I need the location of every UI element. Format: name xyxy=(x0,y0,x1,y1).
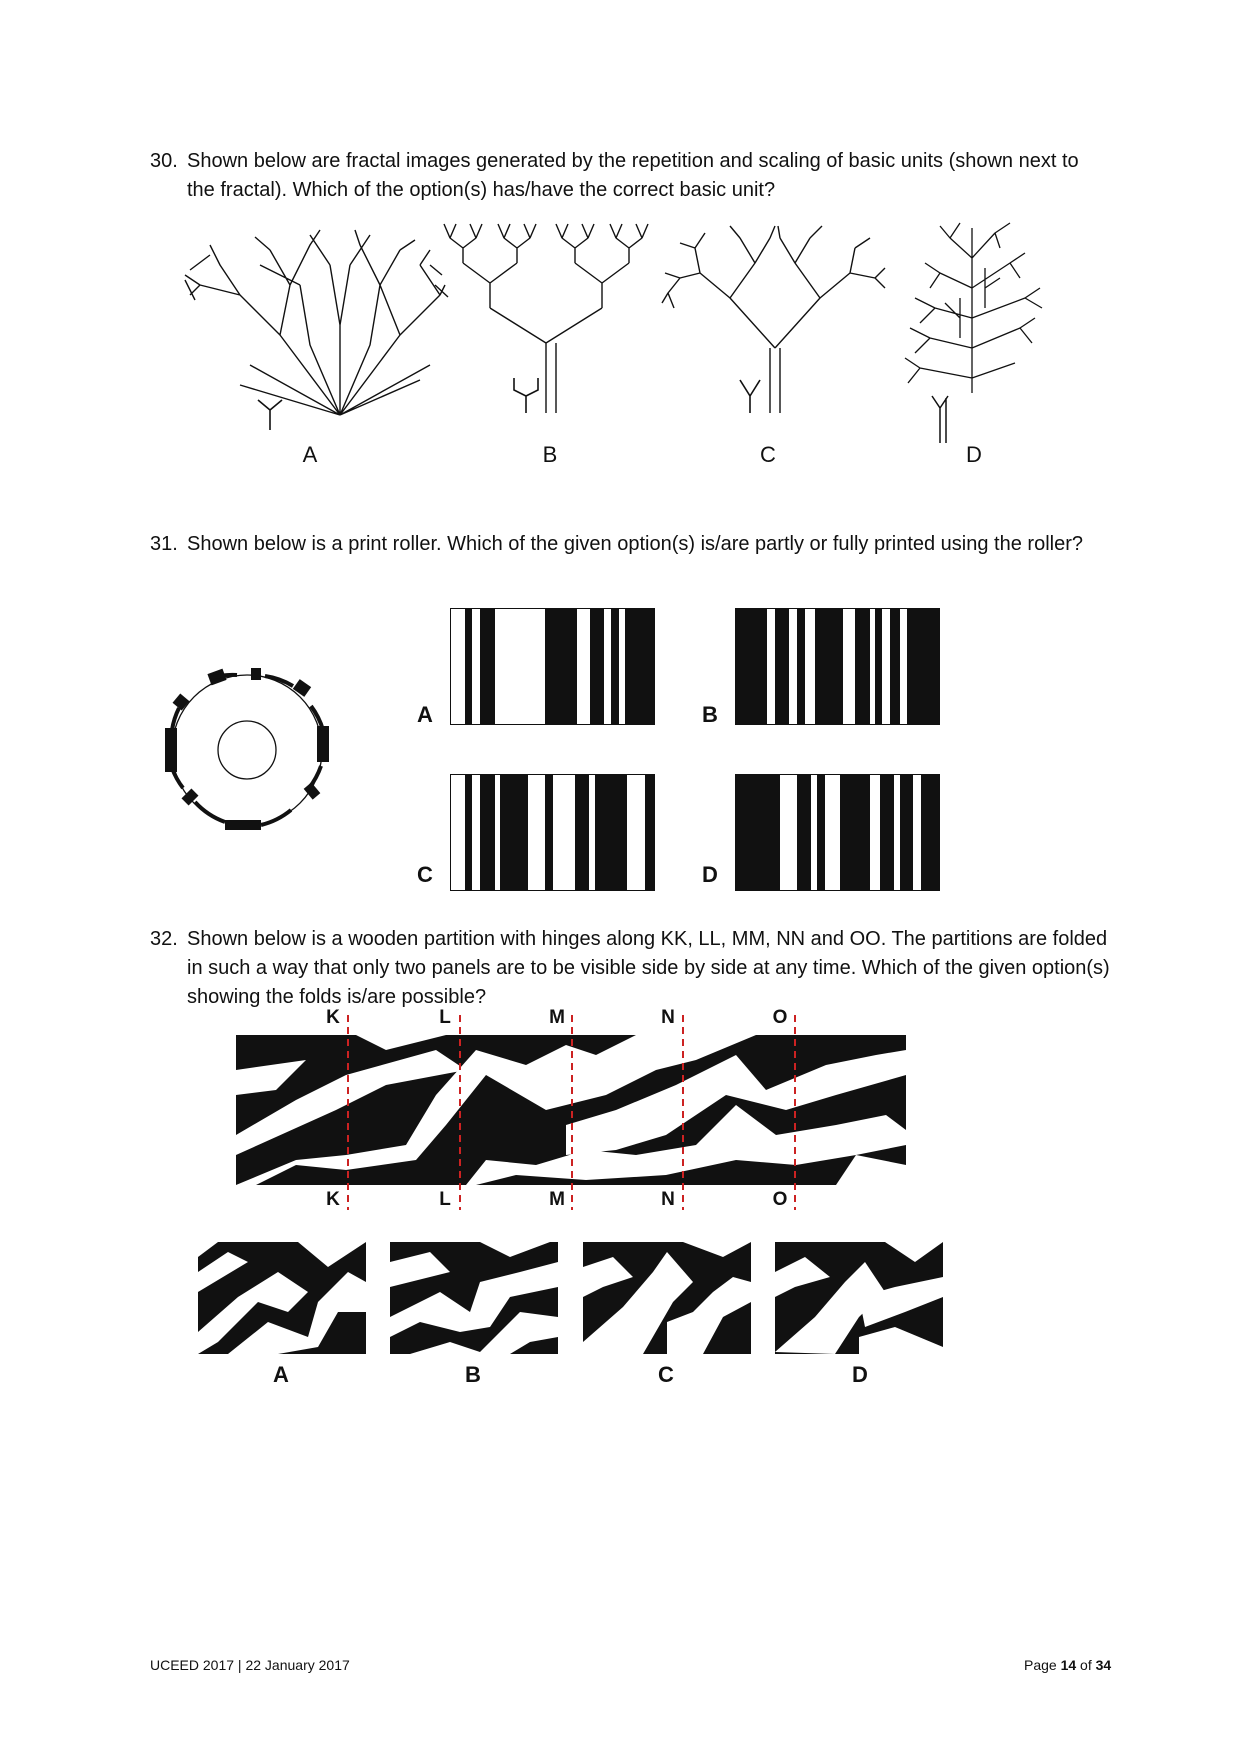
wooden-partition-figure xyxy=(236,1015,906,1210)
hinge-label-m-bottom: M xyxy=(549,1189,565,1210)
barcode-option-c xyxy=(450,774,655,891)
question-31 xyxy=(150,530,1110,559)
hinge-label-k-bottom: K xyxy=(326,1189,340,1210)
barcode-option-b xyxy=(735,608,940,725)
page-mid: of xyxy=(1076,1657,1096,1673)
hinge-label-k: K xyxy=(326,1007,340,1028)
hinge-label-n-bottom: N xyxy=(661,1189,675,1210)
footer-page-number xyxy=(1024,1657,1111,1673)
footer-exam-info: UCEED 2017 | 22 January 2017 xyxy=(150,1657,350,1673)
hinge-label-o: O xyxy=(772,1007,788,1028)
barcode-option-a xyxy=(450,608,655,725)
page-prefix: Page xyxy=(1024,1657,1061,1673)
question-text: Shown below is a print roller. Which of the given option(s) is/are partly or fully printed using the roller? xyxy=(187,533,1083,555)
option-label-a: A xyxy=(417,702,433,727)
page-current: 14 xyxy=(1060,1657,1077,1673)
option-label-a: A xyxy=(273,1362,289,1387)
hinge-label-l: L xyxy=(439,1007,451,1028)
barcode-option-d xyxy=(735,774,940,891)
option-label-c: C xyxy=(658,1362,674,1387)
option-label-d: D xyxy=(966,442,982,467)
option-label-d: D xyxy=(852,1362,868,1387)
option-label-b: B xyxy=(702,702,718,727)
fractal-b-figure xyxy=(438,218,663,418)
option-label-d: D xyxy=(702,862,718,887)
question-30 xyxy=(150,147,1110,205)
fractal-d-figure xyxy=(900,218,1050,448)
question-number: 31. xyxy=(150,533,178,555)
hinge-label-o-bottom: O xyxy=(772,1189,788,1210)
question-32 xyxy=(150,925,1110,1012)
option-label-b: B xyxy=(465,1362,481,1387)
page-total: 34 xyxy=(1095,1657,1112,1673)
question-text: Shown below is a wooden partition with hinges along KK, LL, MM, NN and OO. The partitions are folded in such a way that only two panels are to be visible side by side at any time. Which of the given option(s) showing the folds is/are possible? xyxy=(187,928,1110,1008)
option-label-c: C xyxy=(760,442,776,467)
question-number: 30. xyxy=(150,150,178,172)
question-text: Shown below are fractal images generated by the repetition and scaling of basic units (shown next to the fractal). Which of the option(s) has/have the correct basic unit? xyxy=(187,150,1079,201)
hinge-label-l-bottom: L xyxy=(439,1189,451,1210)
hinge-label-n: N xyxy=(661,1007,675,1028)
fold-option-d xyxy=(775,1242,943,1354)
option-label-c: C xyxy=(417,862,433,887)
fold-option-c xyxy=(583,1242,751,1354)
question-number: 32. xyxy=(150,928,178,950)
hinge-label-m: M xyxy=(549,1007,565,1028)
print-roller-figure xyxy=(165,668,335,838)
option-label-a: A xyxy=(302,442,318,467)
fold-option-b xyxy=(390,1242,558,1354)
fractal-c-figure xyxy=(660,218,890,418)
fold-option-a xyxy=(198,1242,366,1354)
option-label-b: B xyxy=(542,442,558,467)
